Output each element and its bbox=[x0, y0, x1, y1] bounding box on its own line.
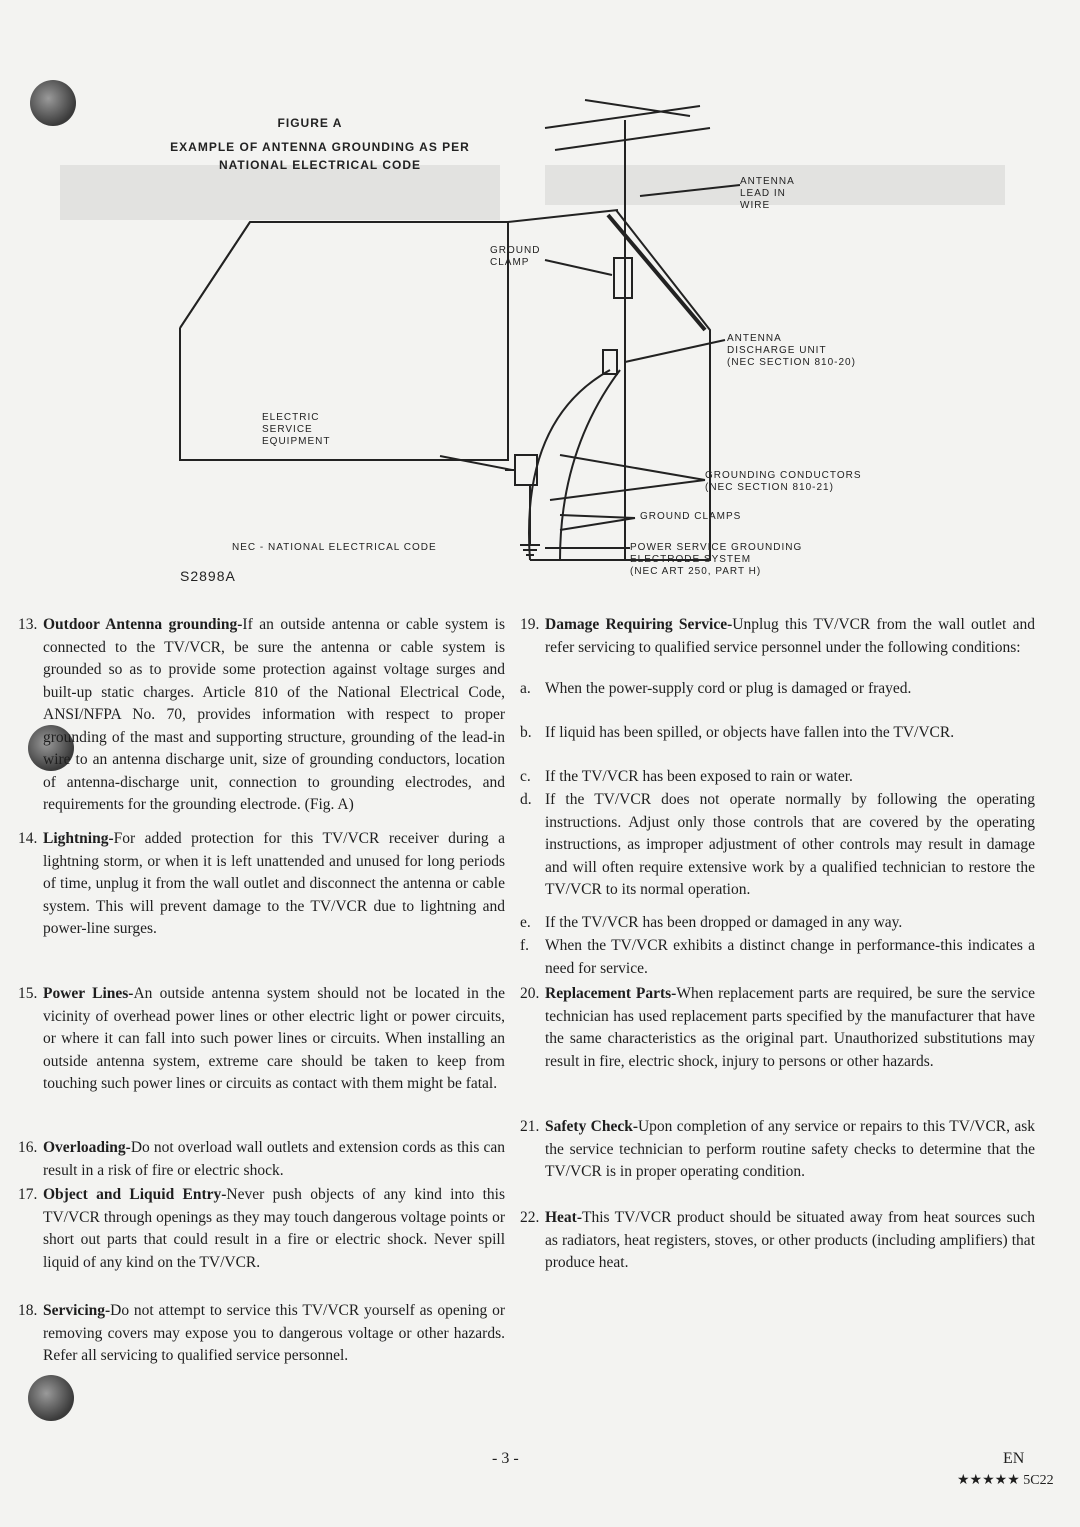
item-text: An outside antenna system should not be located in the vicinity of overhead power lines or other electric light or power circuits, or where it can fall into such power lines or circuits. When installing an outside antenna system, extreme care should be taken to keep from touching such power lines or circuits as contact with them might be fatal. bbox=[43, 985, 505, 1092]
label-antenna-discharge-unit: ANTENNA DISCHARGE UNIT (NEC SECTION 810-20) bbox=[727, 333, 856, 368]
figure-code: S2898A bbox=[180, 568, 236, 584]
figure-subtitle: EXAMPLE OF ANTENNA GROUNDING AS PER bbox=[170, 140, 470, 154]
item-text: For added protection for this TV/VCR receiver during a lightning storm, or when it is left unattended and unused for long periods of time, unplug it from the wall outlet and disconnect the antenna or cable system. This will prevent damage to the TV/VCR due to lightning and power-line surges. bbox=[43, 830, 505, 937]
list-item bbox=[520, 935, 1035, 980]
item-number: d. bbox=[520, 791, 532, 808]
list-item bbox=[18, 1300, 505, 1368]
item-text: When the TV/VCR exhibits a distinct change in performance-this indicates a need for service. bbox=[545, 937, 1035, 977]
item-text: Do not attempt to service this TV/VCR yourself as opening or removing covers may expose you to dangerous voltage or other hazards. Refer all servicing to qualified service personnel. bbox=[43, 1302, 505, 1364]
item-title: Object and Liquid Entry- bbox=[43, 1186, 227, 1203]
list-item bbox=[18, 983, 505, 1096]
list-item bbox=[18, 614, 505, 817]
item-number: 16. bbox=[18, 1139, 38, 1156]
item-number: 22. bbox=[520, 1209, 540, 1226]
item-number: 14. bbox=[18, 830, 38, 847]
list-item bbox=[18, 1184, 505, 1274]
item-number: e. bbox=[520, 914, 531, 931]
item-number: 17. bbox=[18, 1186, 38, 1203]
item-number: b. bbox=[520, 724, 532, 741]
list-item bbox=[520, 983, 1035, 1073]
list-item bbox=[18, 828, 505, 941]
list-item bbox=[520, 1207, 1035, 1275]
figure-title: FIGURE A bbox=[277, 116, 343, 130]
item-text: Upon completion of any service or repairs to this TV/VCR, ask the service technician to perform routine safety checks to determine that the TV/VCR is in proper operating condition. bbox=[545, 1118, 1035, 1180]
label-electric-service-equipment: ELECTRIC SERVICE EQUIPMENT bbox=[262, 412, 331, 447]
item-number: 15. bbox=[18, 985, 38, 1002]
item-text: Do not overload wall outlets and extension cords as this can result in a risk of fire or electric shock. bbox=[43, 1139, 505, 1179]
item-number: a. bbox=[520, 680, 531, 697]
item-title: Servicing- bbox=[43, 1302, 111, 1319]
item-text: If the TV/VCR has been dropped or damaged in any way. bbox=[545, 914, 903, 931]
label-power-service-grounding: POWER SERVICE GROUNDING ELECTRODE SYSTEM (NEC ART 250, PART H) bbox=[630, 542, 803, 577]
item-number: c. bbox=[520, 768, 531, 785]
item-text: If the TV/VCR does not operate normally by following the operating instructions. Adjust only those controls that are covered by the operating instructions, as improper adjustment of other controls may result in damage and will often require extensive work by a qualified technician to restore the TV/VCR to its normal operation. bbox=[545, 791, 1035, 898]
item-text: If liquid has been spilled, or objects have fallen into the TV/VCR. bbox=[545, 724, 955, 741]
item-title: Power Lines- bbox=[43, 985, 134, 1002]
item-text: When replacement parts are required, be sure the service technician has used replacement parts specified by the manufacturer that have the same characteristics as the original part. Unauthorized substitutions may result in fire, electric shock, injury to persons or other hazards. bbox=[545, 985, 1035, 1070]
item-title: Damage Requiring Service- bbox=[545, 616, 733, 633]
item-number: 19. bbox=[520, 616, 540, 633]
item-text: If the TV/VCR has been exposed to rain or water. bbox=[545, 768, 853, 785]
list-item bbox=[18, 1137, 505, 1182]
item-title: Outdoor Antenna grounding- bbox=[43, 616, 243, 633]
item-number: 21. bbox=[520, 1118, 540, 1135]
punch-hole bbox=[28, 1375, 74, 1421]
item-number: 18. bbox=[18, 1302, 38, 1319]
item-text: If an outside antenna or cable system is connected to the TV/VCR, be sure the antenna or cable system is grounded so as to provide some protection against voltage surges and built-up static charges. Article 810 of the National Electrical Code, ANSI/NFPA No. 70, provides information with respect to proper grounding of the mast and supporting structure, grounding of the lead-in wire to an antenna discharge unit, size of grounding conductors, location of antenna-discharge unit, connection to grounding electrodes, and requirements for the grounding electrode. (Fig. A) bbox=[43, 616, 505, 813]
item-number: f. bbox=[520, 937, 530, 954]
model-code: ★★★★★ 5C22 bbox=[957, 1473, 1054, 1488]
figure-subtitle: NATIONAL ELECTRICAL CODE bbox=[218, 158, 421, 172]
item-text: Never push objects of any kind into this TV/VCR through openings as they may touch dangerous voltage points or short out parts that could result in a fire or electric shock. Never spill liquid of any kind on the TV/VCR. bbox=[43, 1186, 506, 1271]
item-text: This TV/VCR product should be situated away from heat sources such as radiators, heat registers, stoves, or other products (including amplifiers) that produce heat. bbox=[545, 1209, 1035, 1271]
item-number: 13. bbox=[18, 616, 38, 633]
page-number: - 3 - bbox=[492, 1450, 519, 1467]
item-title: Overloading- bbox=[43, 1139, 131, 1156]
list-item bbox=[520, 766, 1035, 789]
item-title: Safety Check- bbox=[545, 1118, 638, 1135]
label-antenna-lead-in-wire: ANTENNA LEAD IN WIRE bbox=[740, 176, 795, 211]
list-item bbox=[520, 1116, 1035, 1184]
item-number: 20. bbox=[520, 985, 540, 1002]
item-title: Heat- bbox=[545, 1209, 583, 1226]
item-title: Lightning- bbox=[43, 830, 114, 847]
list-item bbox=[520, 722, 1035, 745]
item-title: Replacement Parts- bbox=[545, 985, 677, 1002]
item-text: Unplug this TV/VCR from the wall outlet and refer servicing to qualified service personnel under the following conditions: bbox=[545, 616, 1035, 656]
label-nec-legend: NEC - NATIONAL ELECTRICAL CODE bbox=[232, 542, 437, 553]
language-code: EN bbox=[1003, 1450, 1025, 1467]
list-item bbox=[520, 789, 1035, 902]
item-text: When the power-supply cord or plug is damaged or frayed. bbox=[545, 680, 912, 697]
label-ground-clamp: GROUND CLAMP bbox=[490, 245, 541, 268]
list-item bbox=[520, 912, 1035, 935]
label-ground-clamps: GROUND CLAMPS bbox=[640, 511, 742, 522]
list-item bbox=[520, 678, 1035, 701]
list-item bbox=[520, 614, 1035, 659]
label-grounding-conductors: GROUNDING CONDUCTORS (NEC SECTION 810-21) bbox=[705, 470, 862, 493]
antenna-grounding-diagram bbox=[0, 0, 1080, 620]
